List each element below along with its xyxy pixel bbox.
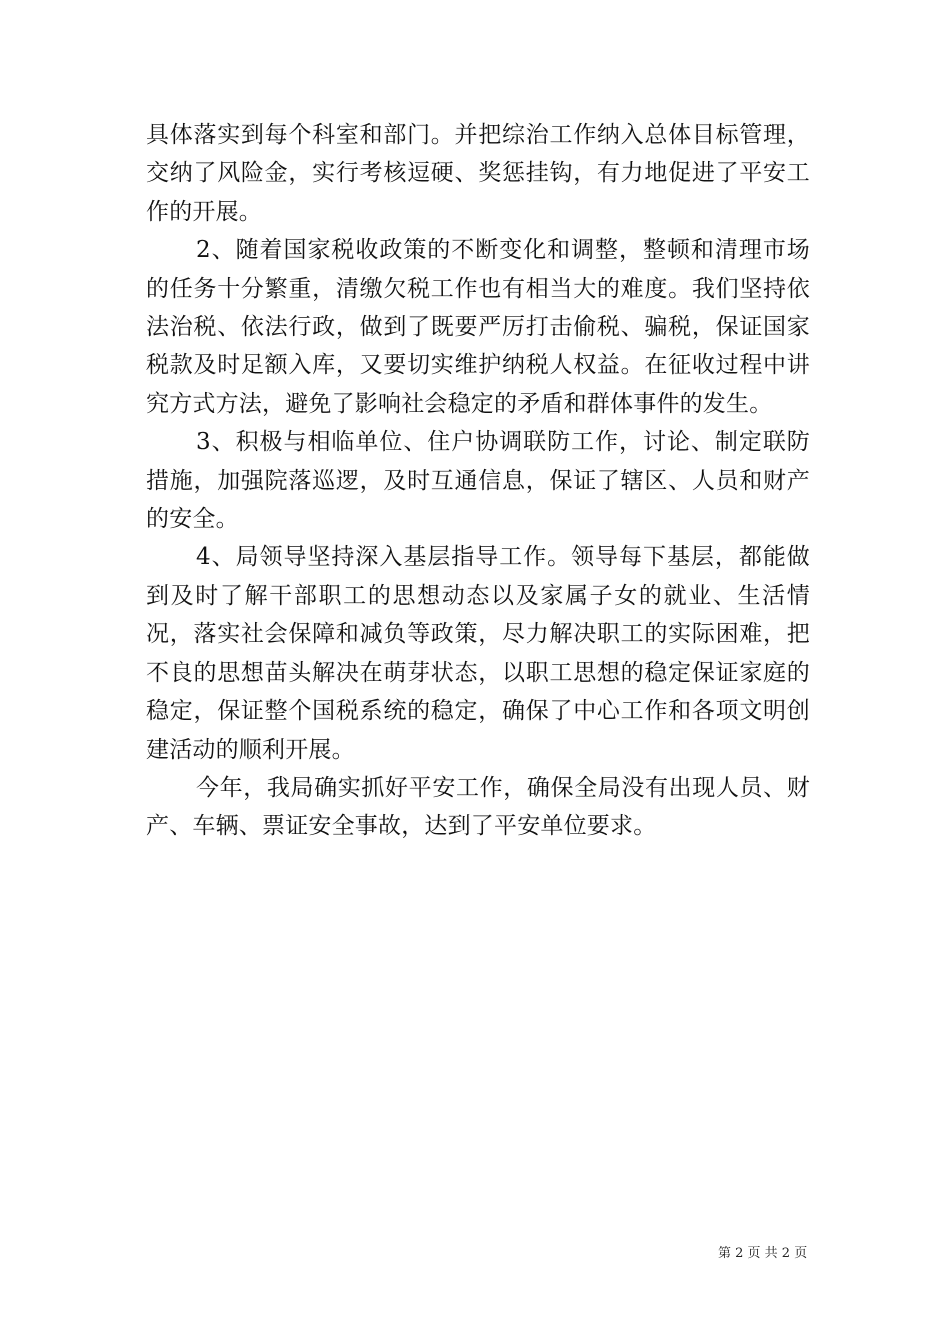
paragraph-conclusion: 今年，我局确实抓好平安工作，确保全局没有出现人员、财产、车辆、票证安全事故，达到了平安单位要求。 <box>146 774 810 840</box>
paragraph-item-4: 4、局领导坚持深入基层指导工作。领导每下基层，都能做到及时了解干部职工的思想动态以及家属子女的就业、生活情况，落实社会保障和减负等政策，尽力解决职工的实际困难，把不良的思想苗头解决在萌芽状态，以职工思想的稳定保证家庭的稳定，保证整个国税系统的稳定，确保了中心工作和各项文明创建活动的顺利开展。 <box>146 544 810 763</box>
page-number-footer: 第 2 页 共 2 页 <box>718 1246 808 1261</box>
document-body <box>146 116 810 846</box>
paragraph-item-2: 2、随着国家税收政策的不断变化和调整，整顿和清理市场的任务十分繁重，清缴欠税工作也有相当大的难度。我们坚持依法治税、依法行政，做到了既要严厉打击偷税、骗税，保证国家税款及时足额入库，又要切实维护纳税人权益。在征收过程中讲究方式方法，避免了影响社会稳定的矛盾和群体事件的发生。 <box>146 237 810 417</box>
paragraph-continuation: 具体落实到每个科室和部门。并把综治工作纳入总体目标管理，交纳了风险金，实行考核逗硬、奖惩挂钩，有力地促进了平安工作的开展。 <box>146 122 810 225</box>
paragraph-item-3: 3、积极与相临单位、住户协调联防工作，讨论、制定联防措施，加强院落巡逻，及时互通信息，保证了辖区、人员和财产的安全。 <box>146 429 810 533</box>
